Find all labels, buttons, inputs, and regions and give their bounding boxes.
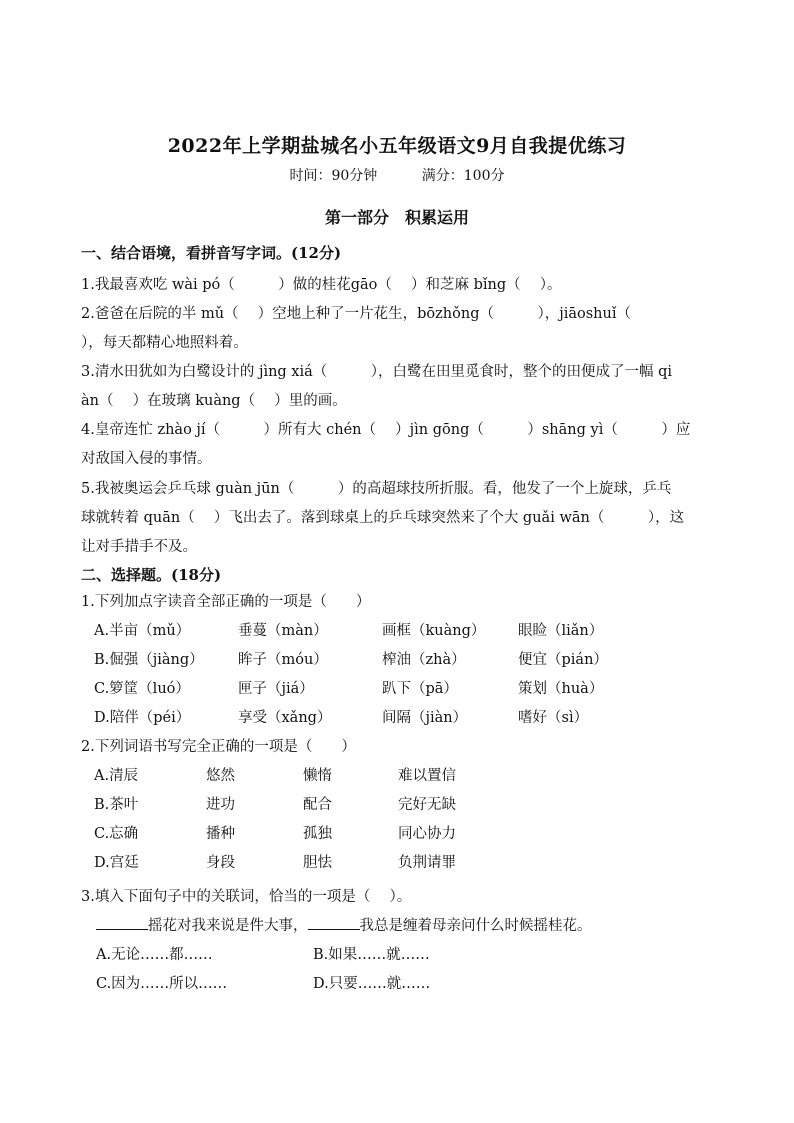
page-title: 2022年上学期盐城名小五年级语文9月自我提优练习 [167,135,627,157]
exam-time: 时间：90分钟 [289,168,378,184]
q1-option: 策划（huà） [518,681,604,697]
s1-line: àn（ ）在玻璃 kuàng（ ）里的画。 [81,393,347,409]
q2-option: 完好无缺 [398,797,456,813]
exam-meta [0,165,794,185]
s1-line: 3.清水田犹如为白鹭设计的 jìng xiá（ ），白鹭在田里觅食时，整个的田便成了一幅 qi [81,364,673,380]
s1-line: 4.皇帝连忙 zhào jí（ ）所有大 chén（ ）jìn gōng（ ）shāng yì（ ）应 [81,422,691,438]
q2-option: 负荆请罪 [398,855,456,871]
q2-stem: 2.下列词语书写完全正确的一项是（ ） [81,739,356,755]
q2-option: D.宫廷 [94,855,139,871]
q3-sentence-part: 摇花对我来说是件大事， [148,918,308,934]
s1-line: 5.我被奥运会乒乓球 guàn jūn（ ）的高超球技所折服。看，他发了一个上旋球，乒乓 [81,481,672,497]
q2-option: 配合 [303,797,332,813]
s1-line: 球就转着 quān（ ）飞出去了。落到球桌上的乒乓球突然来了个大 guǎi wān（ ），这 [81,510,685,526]
q1-option: 享受（xǎng） [238,710,332,726]
q2-option: A.清辰 [94,768,139,784]
s1-line: 1.我最喜欢吃 wài pó（ ）做的桂花gāo（ ）和芝麻 bǐng（ ）。 [81,277,562,293]
q1-option: 趴下（pā） [382,681,458,697]
q1-option: A.半亩（mǔ） [94,623,191,639]
q2-option: 同心协力 [398,826,456,842]
q2-option: 身段 [206,855,235,871]
q1-option: C.箩筐（luó） [94,681,190,697]
q2-option: 难以置信 [398,768,456,784]
q1-option: 眸子（móu） [238,652,328,668]
q1-option: D.陪伴（péi） [94,710,191,726]
q3-option: D.只要……就…… [313,976,431,992]
q1-option: 匣子（jiá） [238,681,314,697]
q1-option: 画框（kuàng） [382,623,486,639]
q1-option: B.倔强（jiàng） [94,652,204,668]
section1-heading: 一、结合语境，看拼音写字词。(12分) [81,244,342,262]
s1-line: 让对手措手不及。 [81,539,197,555]
q2-option: B.茶叶 [94,797,139,813]
q2-option: C.忘确 [94,826,139,842]
q2-option: 悠然 [206,768,235,784]
q2-option: 胆怯 [303,855,332,871]
q1-option: 嗜好（sì） [518,710,589,726]
s1-line: 对敌国入侵的事情。 [81,451,212,467]
q3-option: A.无论……都…… [96,947,213,963]
q2-option: 懒惰 [303,768,332,784]
section2-heading: 二、选择题。(18分) [81,566,222,584]
answer-blank[interactable] [308,915,360,930]
s1-line: 2.爸爸在后院的半 mǔ（ ）空地上种了一片花生，bōzhǒng（ ），jiāoshuǐ（ [81,306,631,322]
q1-option: 间隔（jiàn） [382,710,468,726]
q3-sentence [96,914,592,935]
q3-stem: 3.填入下面句子中的关联词，恰当的一项是（ ）。 [81,889,412,905]
q1-option: 垂蔓（màn） [238,623,328,639]
part-title: 第一部分 积累运用 [324,208,469,227]
q3-sentence-part: 我总是缠着母亲问什么时候摇桂花。 [359,918,592,934]
answer-blank[interactable] [96,915,148,930]
s1-line: ），每天都精心地照料着。 [81,335,248,351]
q1-stem: 1.下列加点字读音全部正确的一项是（ ） [81,594,371,610]
q2-option: 孤独 [303,826,332,842]
q1-option: 榨油（zhà） [382,652,466,668]
q1-option: 眼睑（liǎn） [518,623,604,639]
exam-score: 满分：100分 [421,168,505,184]
q3-option: C.因为……所以…… [96,976,228,992]
q2-option: 进功 [206,797,235,813]
q3-option: B.如果……就…… [313,947,430,963]
q2-option: 播种 [206,826,235,842]
q1-option: 便宜（pián） [518,652,608,668]
